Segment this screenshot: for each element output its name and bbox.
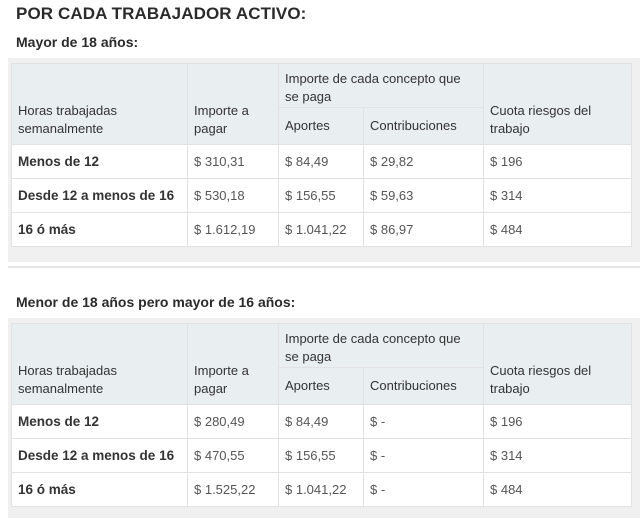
cell-cuota: $ 484 xyxy=(484,213,632,247)
header-horas: Horas trabajadas semanalmente xyxy=(12,64,188,145)
cell-contribuciones: $ - xyxy=(364,439,484,473)
cell-cuota: $ 196 xyxy=(484,405,632,439)
cell-importe: $ 280,49 xyxy=(188,405,279,439)
header-cuota: Cuota riesgos del trabajo xyxy=(484,324,632,405)
header-aportes: Aportes xyxy=(279,108,364,145)
table-row xyxy=(12,439,632,473)
cell-aportes: $ 156,55 xyxy=(279,439,364,473)
header-contribuciones: Contribuciones xyxy=(364,108,484,145)
cell-aportes: $ 156,55 xyxy=(279,179,364,213)
table-row xyxy=(12,473,632,507)
cell-importe: $ 310,31 xyxy=(188,145,279,179)
cell-horas: 16 ó más xyxy=(12,473,188,507)
cell-importe: $ 1.612,19 xyxy=(188,213,279,247)
table-row xyxy=(12,145,632,179)
cell-contribuciones: $ 29,82 xyxy=(364,145,484,179)
cell-aportes: $ 84,49 xyxy=(279,145,364,179)
rates-table-adults xyxy=(11,63,632,247)
header-concepto: Importe de cada concepto que se paga xyxy=(279,324,484,368)
header-contribuciones: Contribuciones xyxy=(364,368,484,405)
table-row xyxy=(12,179,632,213)
header-importe: Importe a pagar xyxy=(188,64,279,145)
cell-contribuciones: $ - xyxy=(364,473,484,507)
cell-cuota: $ 196 xyxy=(484,145,632,179)
section-heading-minors: Menor de 18 años pero mayor de 16 años: xyxy=(16,294,296,310)
table-row xyxy=(12,213,632,247)
cell-aportes: $ 84,49 xyxy=(279,405,364,439)
header-concepto: Importe de cada concepto que se paga xyxy=(279,64,484,108)
cell-aportes: $ 1.041,22 xyxy=(279,213,364,247)
cell-aportes: $ 1.041,22 xyxy=(279,473,364,507)
cell-horas: Menos de 12 xyxy=(12,145,188,179)
cell-contribuciones: $ - xyxy=(364,405,484,439)
cell-horas: Desde 12 a menos de 16 xyxy=(12,179,188,213)
cell-horas: Desde 12 a menos de 16 xyxy=(12,439,188,473)
page-title: POR CADA TRABAJADOR ACTIVO: xyxy=(16,4,307,23)
cell-cuota: $ 314 xyxy=(484,439,632,473)
section-heading-adults: Mayor de 18 años: xyxy=(16,34,139,50)
cell-contribuciones: $ 59,63 xyxy=(364,179,484,213)
header-aportes: Aportes xyxy=(279,368,364,405)
cell-importe: $ 1.525,22 xyxy=(188,473,279,507)
table-row xyxy=(12,405,632,439)
cell-cuota: $ 314 xyxy=(484,179,632,213)
header-importe: Importe a pagar xyxy=(188,324,279,405)
cell-contribuciones: $ 86,97 xyxy=(364,213,484,247)
header-cuota: Cuota riesgos del trabajo xyxy=(484,64,632,145)
section-divider xyxy=(8,266,640,268)
cell-horas: 16 ó más xyxy=(12,213,188,247)
rates-table-minors xyxy=(11,323,632,507)
cell-horas: Menos de 12 xyxy=(12,405,188,439)
cell-importe: $ 470,55 xyxy=(188,439,279,473)
header-horas: Horas trabajadas semanalmente xyxy=(12,324,188,405)
cell-importe: $ 530,18 xyxy=(188,179,279,213)
cell-cuota: $ 484 xyxy=(484,473,632,507)
